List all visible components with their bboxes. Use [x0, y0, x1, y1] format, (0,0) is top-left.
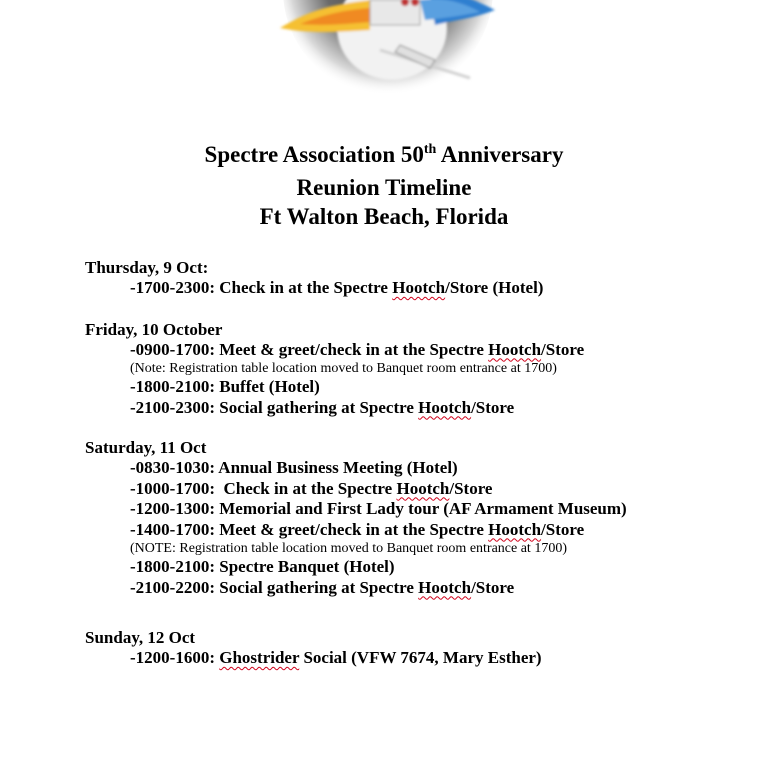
spellcheck-flagged-word: Ghostrider — [219, 648, 300, 667]
event-text: /Store — [541, 339, 585, 359]
event-text: /Store (Hotel) — [445, 278, 544, 297]
spellcheck-flagged-word: Hootch — [418, 397, 472, 417]
day-heading: Sunday, 12 Oct — [85, 628, 196, 647]
day-heading: Friday, 10 October — [85, 319, 223, 339]
event-line — [85, 398, 745, 419]
event-text: -2100-2300: Social gathering at Spectre — [130, 397, 419, 417]
title-line-3: Ft Walton Beach, Florida — [259, 204, 509, 229]
day-block — [85, 438, 745, 598]
event-line — [85, 648, 745, 669]
event-text: (Note: Registration table location moved to Banquet room entrance at 1700) — [130, 361, 557, 376]
day-block — [85, 320, 745, 419]
event-text: -0830-1030: Annual Business Meeting (Hotel) — [130, 458, 458, 477]
event-line — [85, 499, 745, 520]
document-title — [0, 140, 768, 231]
spellcheck-flagged-word: Hootch — [392, 278, 446, 297]
event-line — [85, 520, 745, 541]
day-heading: Saturday, 11 Oct — [85, 438, 207, 457]
event-text: -1200-1600: — [130, 648, 220, 667]
title-superscript: th — [423, 142, 437, 157]
event-line — [85, 578, 745, 599]
note-line — [85, 360, 745, 377]
event-text: -1000-1700: Check in at the Spectre — [130, 478, 397, 498]
event-line — [85, 479, 745, 500]
title-line-2: Reunion Timeline — [296, 175, 472, 200]
event-text: -1400-1700: Meet & greet/check in at the Spectre — [130, 519, 489, 539]
day-block — [85, 258, 745, 299]
event-line — [85, 278, 745, 299]
event-line — [85, 458, 745, 479]
schedule — [85, 258, 745, 669]
event-text: /Store — [471, 577, 515, 597]
day-heading: Thursday, 9 Oct: — [85, 258, 209, 277]
note-line — [85, 540, 745, 557]
event-line — [85, 377, 745, 398]
spectre-logo — [270, 0, 500, 100]
event-line — [85, 557, 745, 578]
spellcheck-flagged-word: Hootch — [396, 478, 450, 498]
spellcheck-flagged-word: Hootch — [488, 519, 542, 539]
event-text: -1200-1300: Memorial and First Lady tour (AF Armament Museum) — [130, 499, 627, 518]
event-text: (NOTE: Registration table location moved to Banquet room entrance at 1700) — [130, 541, 567, 556]
event-text: -0900-1700: Meet & greet/check in at the Spectre — [130, 339, 489, 359]
event-text: -1800-2100: Spectre Banquet (Hotel) — [130, 557, 395, 576]
spellcheck-flagged-word: Hootch — [418, 577, 472, 597]
event-text: /Store — [541, 519, 585, 539]
event-line — [85, 340, 745, 361]
day-block — [85, 628, 745, 669]
title-line-1: Spectre Association 50th Anniversary — [204, 142, 564, 167]
event-text: -1700-2300: Check in at the Spectre — [130, 278, 393, 297]
event-text: Social (VFW 7674, Mary Esther) — [299, 648, 542, 667]
spellcheck-flagged-word: Hootch — [488, 339, 542, 359]
event-text: -1800-2100: Buffet (Hotel) — [130, 377, 320, 396]
event-text: /Store — [471, 397, 515, 417]
event-text: /Store — [449, 478, 493, 498]
event-text: -2100-2200: Social gathering at Spectre — [130, 577, 419, 597]
